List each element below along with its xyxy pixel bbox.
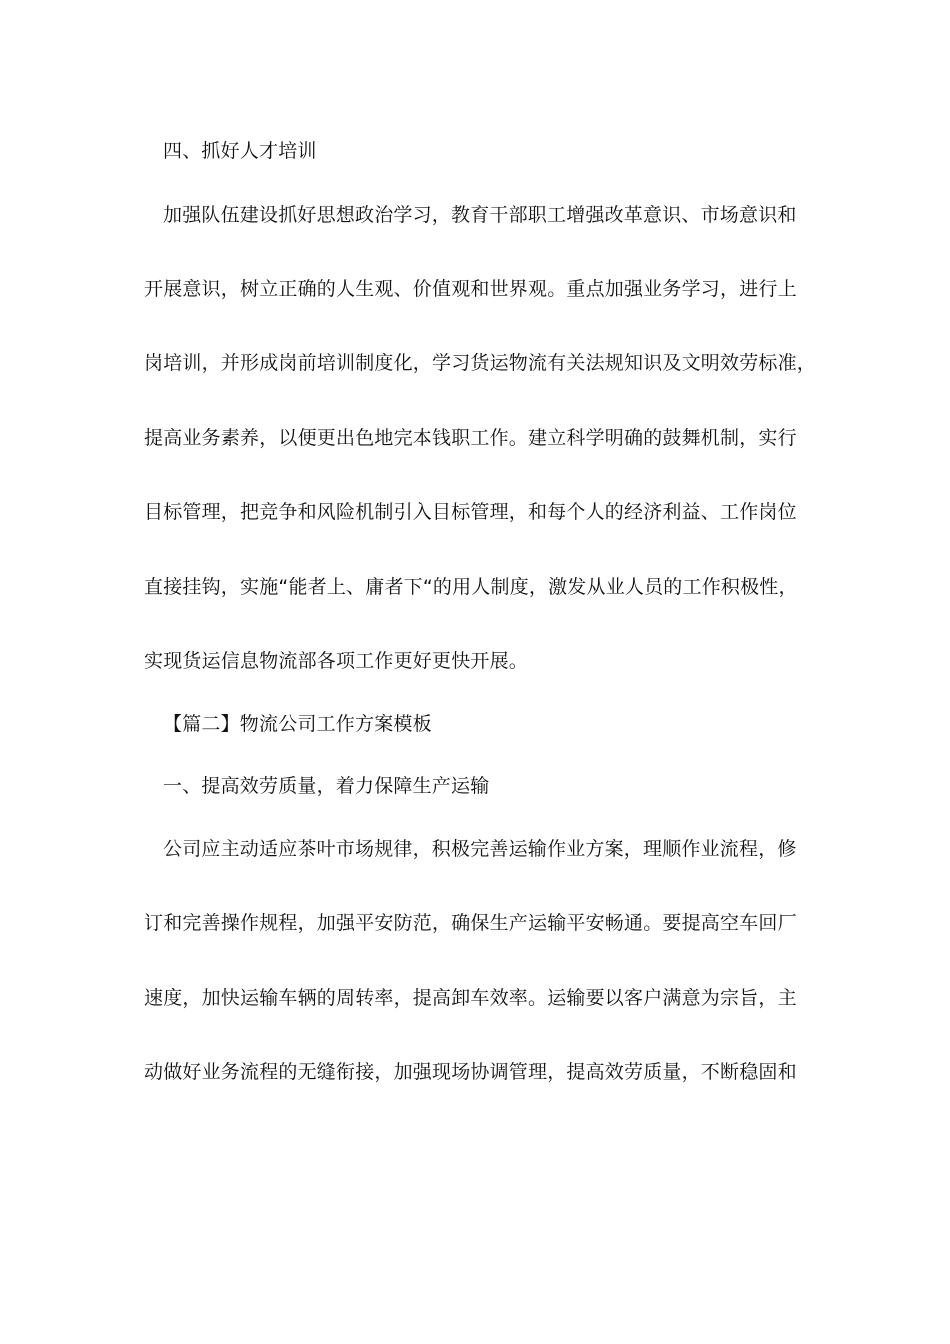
- part-title: 【篇二】物流公司工作方案模板: [163, 713, 432, 735]
- section-heading-service-quality: 一、提高效劳质量，着力保障生产运输: [163, 775, 490, 797]
- paragraph-line: 开展意识，树立正确的人生观、价值观和世界观。重点加强业务学习，进行上: [144, 278, 797, 300]
- paragraph-line: 直接挂钩，实施“能者上、庸者下“的用人制度，激发从业人员的工作积极性，: [144, 576, 798, 598]
- section-heading-talent-training: 四、抓好人才培训: [163, 140, 317, 162]
- paragraph-line: 岗培训，并形成岗前培训制度化，学习货运物流有关法规知识及文明效劳标准，: [144, 352, 817, 374]
- paragraph-line: 公司应主动适应茶叶市场规律，积极完善运输作业方案，理顺作业流程，修: [163, 838, 797, 860]
- paragraph-line: 加强队伍建设抓好思想政治学习，教育干部职工增强改革意识、市场意识和: [163, 204, 797, 226]
- paragraph-line: 动做好业务流程的无缝衔接，加强现场协调管理，提高效劳质量，不断稳固和: [144, 1061, 797, 1083]
- paragraph-line: 订和完善操作规程，加强平安防范，确保生产运输平安畅通。要提高空车回厂: [144, 912, 797, 934]
- paragraph-line: 提高业务素养，以便更出色地完本钱职工作。建立科学明确的鼓舞机制，实行: [144, 427, 797, 449]
- paragraph-line: 实现货运信息物流部各项工作更好更快开展。: [144, 650, 529, 672]
- paragraph-line: 目标管理，把竞争和风险机制引入目标管理，和每个人的经济利益、工作岗位: [144, 501, 797, 523]
- paragraph-line: 速度，加快运输车辆的周转率，提高卸车效率。运输要以客户满意为宗旨，主: [144, 987, 797, 1009]
